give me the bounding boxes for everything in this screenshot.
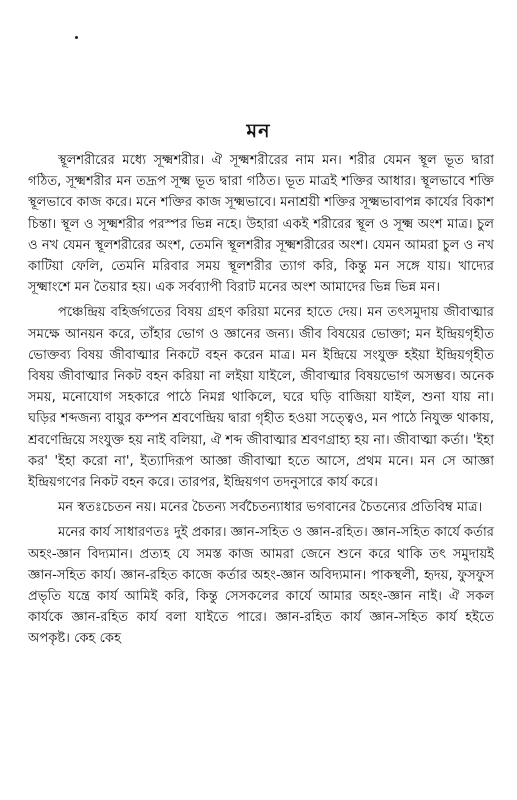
paragraph-3: মন স্বতঃচেতন নয়। মনের চৈতন্য সর্বচৈতন্যাধার ভগবানের চৈতন্যের প্রতিবিম্ব মাত্র। bbox=[58, 500, 483, 516]
body-text bbox=[28, 150, 494, 654]
paragraph-1: স্থূলশরীরের মধ্যে সূক্ষ্মশরীর। ঐ সূক্ষ্মশরীরের নাম মন। শরীর যেমন স্থূল ভূত দ্বারা গঠিত, সূক্ষ্মশরীর মন তদ্রূপ সূক্ষ্ম ভূত দ্বারা গঠিত। ভূত মাত্রই শক্তির আধার। স্থূলভাবে শক্তি স্থূলভাবে কাজ করে। মনে শক্তির কাজ সূক্ষ্মভাবে। মনাশ্রয়ী শক্তির সূক্ষ্মভাবাপন্ন কার্যের বিকাশ চিন্তা। স্থূল ও সূক্ষ্মশরীর পরস্পর ভিন্ন নহে। উহারা একই শরীরের স্থূল ও সূক্ষ্ম অংশ মাত্র। চুল ও নখ যেমন স্থূলশরীরের অংশ, তেমনি স্থূলশরীর সূক্ষ্মশরীরের অংশ। যেমন আমরা চুল ও নখ কাটিয়া ফেলি, তেমনি মরিবার সময় স্থূলশরীর ত্যাগ করি, কিন্তু মন সঙ্গে যায়। খাদ্যের সূক্ষ্মাংশে মন তৈয়ার হয়। এক সর্বব্যাপী বিরাট মনের অংশ আমাদের ভিন্ন ভিন্ন মন। bbox=[28, 153, 494, 296]
paragraph-4: মনের কার্য সাধারণতঃ দুই প্রকার। জ্ঞান-সহিত ও জ্ঞান-রহিত। জ্ঞান-সহিত কার্যে কর্তার অহং-জ্ঞান বিদ্যমান। প্রত্যহ যে সমস্ত কাজ আমরা জেনে শুনে করে থাকি তৎ সমুদায়ই জ্ঞান-সহিত কার্য। জ্ঞান-রহিত কাজে কর্তার অহং-জ্ঞান অবিদ্যমান। পাকস্থলী, হৃদয়, ফুসফুস প্রভৃতি যন্ত্রে কার্য আমিই করি, কিন্তু সেসকলের কার্যে আমার অহং-জ্ঞান নাই। ঐ সকল কার্যকে জ্ঞান-রহিত কার্য বলা যাইতে পারে। জ্ঞান-রহিত কার্য জ্ঞান-সহিত কার্য হইতে অপকৃষ্ট। কেহ কেহ bbox=[28, 525, 495, 647]
chapter-title: মন bbox=[246, 119, 271, 142]
page-speck bbox=[75, 36, 78, 39]
paragraph-2: পঞ্চেন্দ্রিয় বহির্জগতের বিষয় গ্রহণ করিয়া মনের হাতে দেয়। মন তৎসমুদায় জীবাত্মার সমক্ষে আনয়ন করে, তাঁহার ভোগ ও জ্ঞানের জন্য। জীব বিষয়ের ভোক্তা; মন ইন্দ্রিয়গৃহীত ভোক্তব্য বিষয় জীবাত্মার নিকটে বহন করেন মাত্র। মন ইন্দ্রিয়ে সংযুক্ত হইয়া ইন্দ্রিয়গৃহীত বিষয় জীবাত্মার নিকট বহন করিয়া না লইয়া যাইলে, জীবাত্মার বিষয়ভোগ অসম্ভব। অনেক সময়, মনোযোগ সহকারে পাঠে নিমগ্ন থাকিলে, ঘরে ঘড়ি বাজিয়া যাইল, শুনা যায় না। ঘড়ির শব্দজন্য বায়ুর কম্পন শ্রবণেন্দ্রিয় দ্বারা গৃহীত হওয়া সত্ত্বেও, মন পাঠে নিযুক্ত থাকায়, শ্রবণেন্দ্রিয়ে সংযুক্ত হয় নাই বলিয়া, ঐ শব্দ জীবাত্মার শ্রবণগ্রাহ্য হয় না। জীবাত্মা কর্তা। 'ইহা কর' 'ইহা করো না', ইত্যাদিরূপ আজ্ঞা জীবাত্মা হতে আসে, প্রথম মনে। মন সে আজ্ঞা ইন্দ্রিয়গণের নিকট বহন করে। তারপর, ইন্দ্রিয়গণ তদনুসারে কার্য করে। bbox=[28, 305, 494, 491]
